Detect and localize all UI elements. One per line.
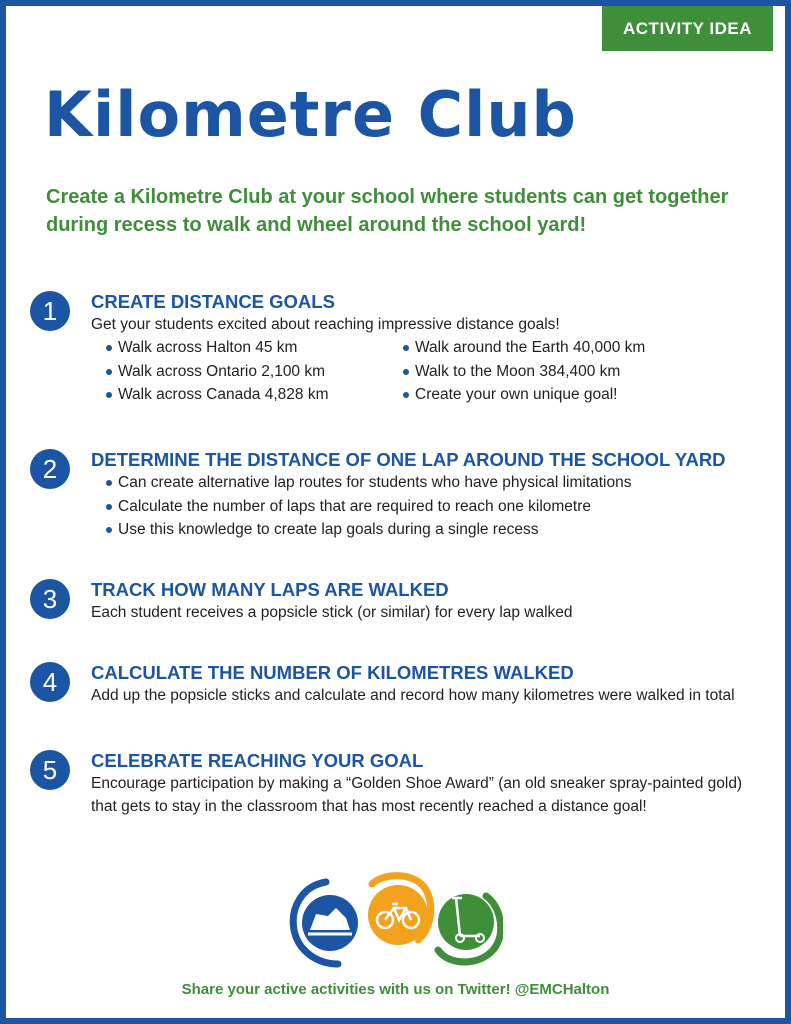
list-item: Calculate the number of laps that are required to reach one kilometre bbox=[91, 495, 771, 519]
list-item: Walk around the Earth 40,000 km bbox=[388, 336, 685, 360]
footer-text: Share your active activities with us on Twitter! @EMCHalton bbox=[181, 981, 610, 998]
page-title: Kilometre Club bbox=[44, 78, 577, 151]
list-item: Walk across Halton 45 km bbox=[91, 336, 388, 360]
scooter-icon bbox=[438, 894, 501, 962]
step-number-4: 4 bbox=[30, 662, 70, 702]
list-item: Walk to the Moon 384,400 km bbox=[388, 360, 685, 384]
step-heading: CALCULATE THE NUMBER OF KILOMETRES WALKED bbox=[91, 662, 574, 683]
list-item: Create your own unique goal! bbox=[388, 383, 685, 407]
list-item: Walk across Canada 4,828 km bbox=[91, 383, 388, 407]
shoe-icon bbox=[293, 882, 358, 964]
step-text: Each student receives a popsicle stick (or similar) for every lap walked bbox=[91, 604, 573, 621]
lap-list bbox=[91, 471, 771, 542]
goals-list-left bbox=[91, 336, 388, 407]
step-text: Encourage participation by making a “Golden Shoe Award” (an old sneaker spray-painted gold) that gets to stay in the classroom that has most recently reached a distance goal! bbox=[91, 775, 743, 815]
step-number-1: 1 bbox=[30, 291, 70, 331]
step-heading: TRACK HOW MANY LAPS ARE WALKED bbox=[91, 579, 449, 600]
step-number-5: 5 bbox=[30, 750, 70, 790]
step-number-3: 3 bbox=[30, 579, 70, 619]
activity-idea-badge: ACTIVITY IDEA bbox=[602, 6, 773, 51]
step-heading: DETERMINE THE DISTANCE OF ONE LAP AROUND THE SCHOOL YARD bbox=[91, 449, 726, 470]
step-heading: CELEBRATE REACHING YOUR GOAL bbox=[91, 750, 424, 771]
step-heading: CREATE DISTANCE GOALS bbox=[91, 291, 335, 312]
list-item: Use this knowledge to create lap goals during a single recess bbox=[91, 518, 771, 542]
active-transport-logos bbox=[288, 870, 503, 970]
goals-list-right bbox=[388, 336, 685, 407]
step-number-2: 2 bbox=[30, 449, 70, 489]
intro-text: Create a Kilometre Club at your school where students can get together during recess to walk and wheel around the school yard! bbox=[46, 186, 729, 236]
bicycle-icon bbox=[368, 876, 431, 945]
list-item: Walk across Ontario 2,100 km bbox=[91, 360, 388, 384]
list-item: Can create alternative lap routes for students who have physical limitations bbox=[91, 471, 771, 495]
step-text: Get your students excited about reaching impressive distance goals! bbox=[91, 316, 560, 333]
step-text: Add up the popsicle sticks and calculate and record how many kilometres were walked in total bbox=[91, 687, 735, 704]
